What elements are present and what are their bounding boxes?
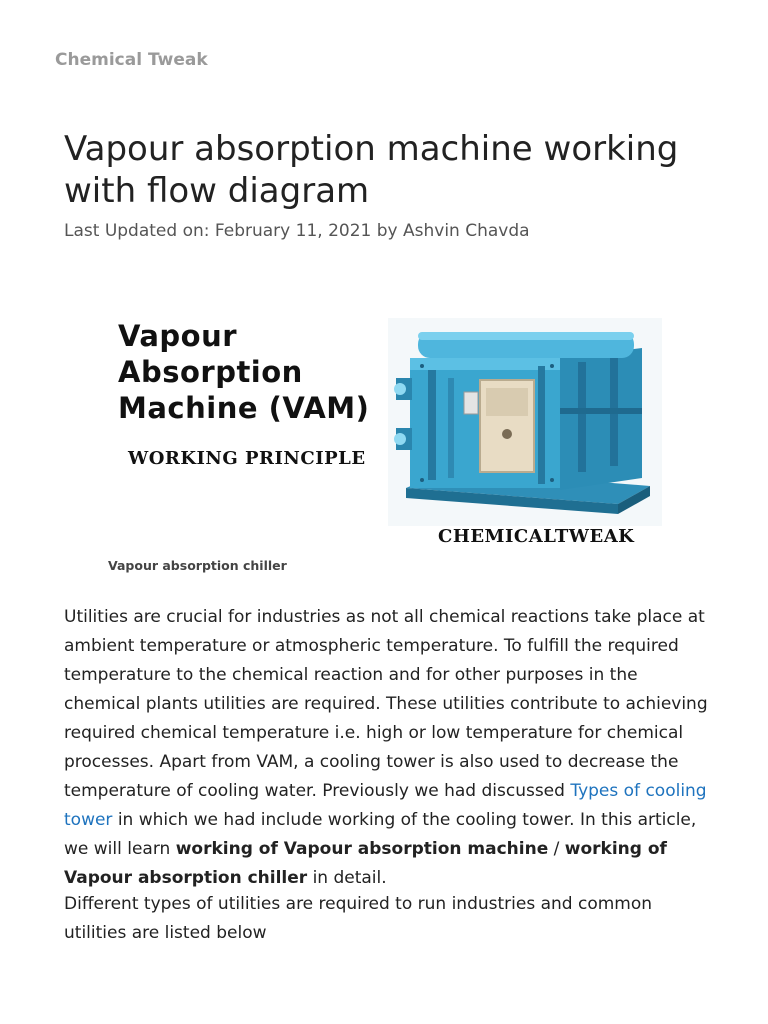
intro-text-a: Utilities are crucial for industries as not all chemical reactions take place at ambient temperature or atmospheric temperature. To fulfill the required temperature to the chemical reaction and for other purposes in the chemical plants utilities are required. These utilities contribute to achieving required chemical temperature i.e. high or low temperature for chemical processes. Apart from VAM, a cooling tower is also used to decrease the temperature of cooling water. Previously we had discussed (64, 607, 708, 801)
hero-subtitle: WORKING PRINCIPLE (128, 448, 366, 469)
intro-text-b: in which we had include working of the cooling tower. In this article, we will learn (64, 810, 697, 859)
intro-paragraph (64, 603, 714, 893)
hero-title-line-3: Machine (VAM) (118, 391, 370, 425)
article-title: Vapour absorption machine working with flow diagram (64, 129, 679, 211)
image-caption: Vapour absorption chiller (108, 558, 287, 573)
meta-by: by (371, 221, 403, 241)
intro-text-c: in detail. (307, 868, 387, 888)
site-title-link[interactable]: Chemical Tweak (55, 50, 208, 70)
meta-author-link[interactable]: Ashvin Chavda (403, 221, 530, 241)
meta-date: February 11, 2021 (214, 221, 372, 241)
meta-prefix: Last Updated on: (64, 221, 215, 241)
intro-slash: / (548, 839, 565, 859)
intro-bold-a: working of Vapour absorption machine (175, 839, 549, 859)
article-meta (64, 221, 530, 241)
intro-bold-b: working of Vapour absorption chiller (64, 839, 667, 888)
absorption-chiller-illustration (388, 318, 662, 526)
hero-title-line-2: Absorption (118, 355, 303, 389)
utilities-paragraph: Different types of utilities are required to run industries and common utilities are listed below (64, 894, 653, 943)
hero-brand: CHEMICALTWEAK (438, 526, 635, 547)
featured-image (108, 314, 664, 554)
hero-title-line-1: Vapour (118, 319, 238, 353)
cooling-tower-link[interactable]: Types of cooling tower (64, 781, 707, 830)
